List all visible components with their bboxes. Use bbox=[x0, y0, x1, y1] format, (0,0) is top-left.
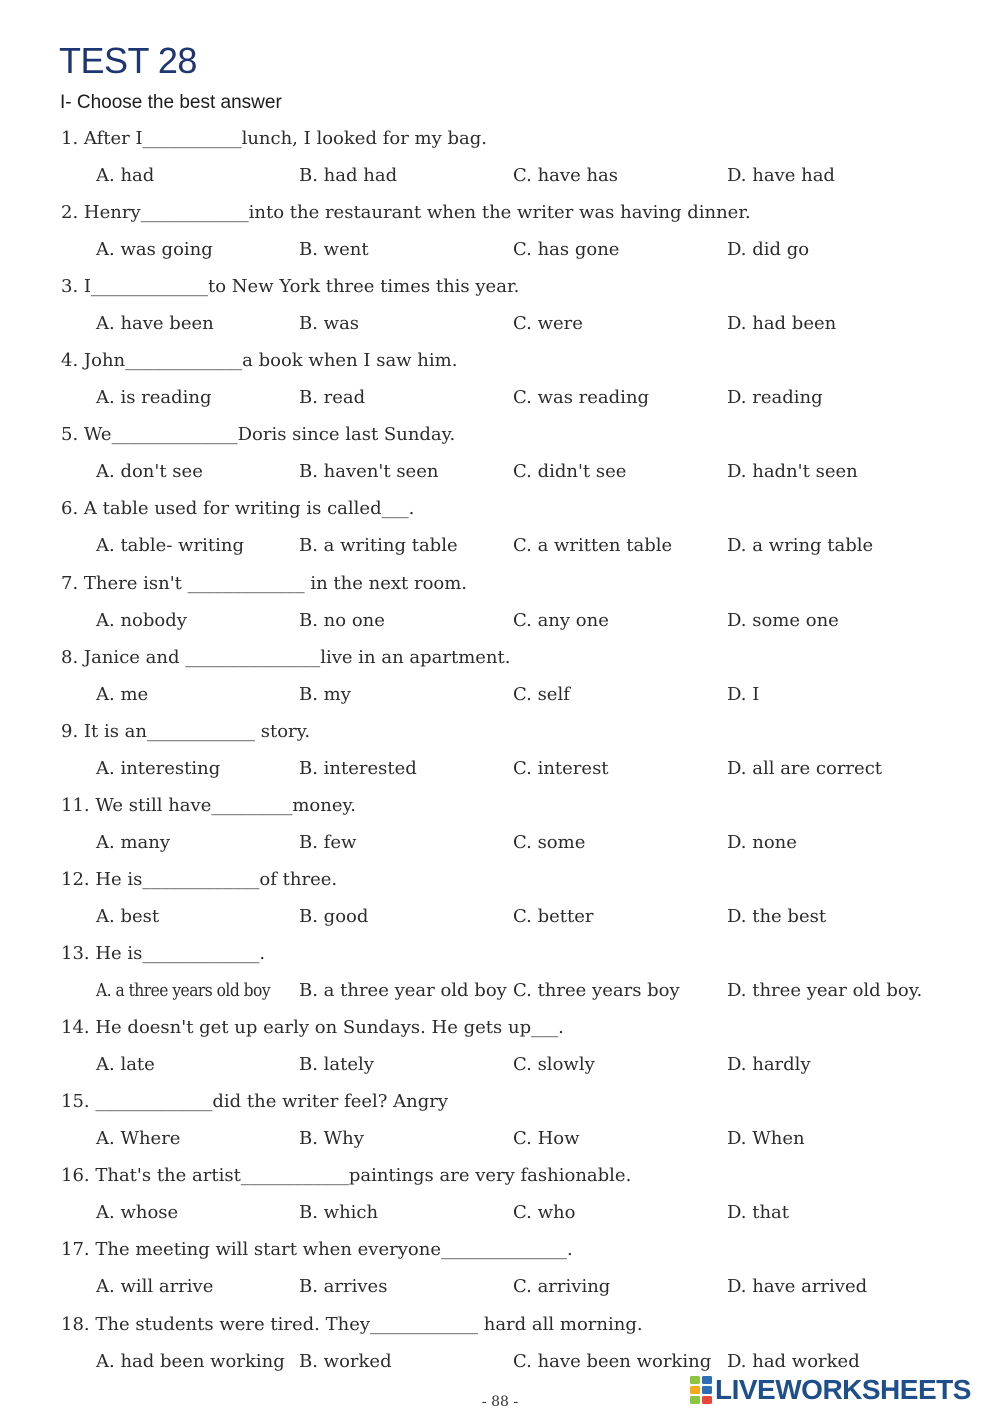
option-d[interactable]: D. all are correct bbox=[727, 757, 883, 779]
option-c[interactable]: C. a written table bbox=[513, 535, 673, 557]
question-stem: 18. The students were tired. They____________ hard all morning. bbox=[61, 1313, 643, 1335]
page-number: - 88 - bbox=[481, 1394, 519, 1410]
option-b[interactable]: B. no one bbox=[299, 609, 385, 631]
option-d[interactable]: D. hadn't seen bbox=[727, 461, 858, 483]
option-d[interactable]: D. did go bbox=[727, 239, 810, 261]
option-b[interactable]: B. lately bbox=[299, 1054, 374, 1076]
option-c[interactable]: C. were bbox=[513, 313, 583, 335]
option-b[interactable]: B. haven't seen bbox=[299, 461, 439, 483]
option-b[interactable]: B. read bbox=[299, 387, 366, 409]
option-b[interactable]: B. had had bbox=[299, 165, 398, 186]
liveworksheets-logo bbox=[690, 1374, 971, 1406]
question-stem: 7. There isn't _____________ in the next room. bbox=[61, 572, 468, 594]
option-b[interactable]: B. was bbox=[299, 313, 360, 335]
option-d[interactable]: D. had worked bbox=[727, 1350, 860, 1372]
option-d[interactable]: D. I bbox=[727, 683, 760, 705]
liveworksheets-logo-icon bbox=[690, 1376, 712, 1404]
option-d[interactable]: D. three year old boy. bbox=[727, 980, 923, 1002]
option-a[interactable]: A. don't see bbox=[96, 461, 203, 483]
question-stem: 15. _____________did the writer feel? Angry bbox=[61, 1091, 449, 1113]
option-c[interactable]: C. didn't see bbox=[513, 461, 627, 483]
option-d[interactable]: D. had been bbox=[727, 313, 837, 335]
option-c[interactable]: C. slowly bbox=[513, 1054, 595, 1076]
question-stem: 2. Henry____________into the restaurant when the writer was having dinner. bbox=[61, 202, 751, 224]
logo-cell-1 bbox=[690, 1376, 700, 1384]
option-c[interactable]: C. any one bbox=[513, 609, 609, 631]
option-c[interactable]: C. have has bbox=[513, 165, 619, 186]
option-c[interactable]: C. who bbox=[513, 1202, 576, 1224]
question-stem: 6. A table used for writing is called___. bbox=[61, 498, 415, 520]
option-a[interactable]: A. had been working bbox=[96, 1350, 285, 1372]
question-stem: 13. He is_____________. bbox=[61, 943, 266, 965]
question-stem: 9. It is an____________ story. bbox=[61, 720, 311, 742]
option-d[interactable]: D. have had bbox=[727, 165, 835, 186]
question-stem: 5. We______________Doris since last Sunday. bbox=[61, 424, 456, 446]
option-c[interactable]: C. three years boy bbox=[513, 980, 680, 1002]
option-b[interactable]: B. interested bbox=[299, 757, 417, 779]
option-d[interactable]: D. none bbox=[727, 831, 797, 853]
option-c[interactable]: C. arriving bbox=[513, 1276, 611, 1298]
option-a[interactable]: A. whose bbox=[96, 1202, 179, 1224]
option-d[interactable]: D. that bbox=[727, 1202, 790, 1224]
option-a[interactable]: A. interesting bbox=[96, 757, 221, 779]
question-stem: 11. We still have_________money. bbox=[61, 794, 357, 816]
option-d[interactable]: D. When bbox=[727, 1128, 805, 1150]
question-list bbox=[0, 124, 1000, 1384]
option-d[interactable]: D. the best bbox=[727, 905, 827, 927]
option-b[interactable]: B. my bbox=[299, 683, 351, 705]
option-d[interactable]: D. reading bbox=[727, 387, 823, 409]
option-b[interactable]: B. few bbox=[299, 831, 357, 853]
question-stem: 8. Janice and _______________live in an apartment. bbox=[61, 646, 511, 668]
question-18 bbox=[0, 1310, 1000, 1384]
question-stem: 12. He is_____________of three. bbox=[61, 868, 338, 890]
question-7 bbox=[0, 569, 1000, 643]
option-a[interactable]: A. many bbox=[96, 831, 171, 853]
question-14 bbox=[0, 1013, 1000, 1087]
question-stem: 14. He doesn't get up early on Sundays. He gets up___. bbox=[61, 1017, 564, 1039]
question-stem: 4. John_____________a book when I saw him. bbox=[61, 350, 458, 372]
question-1 bbox=[0, 124, 1000, 198]
option-c[interactable]: C. better bbox=[513, 905, 594, 927]
option-a[interactable]: A. best bbox=[96, 905, 160, 927]
question-12 bbox=[0, 865, 1000, 939]
option-d[interactable]: D. some one bbox=[727, 609, 839, 631]
option-c[interactable]: C. self bbox=[513, 683, 570, 705]
logo-cell-5 bbox=[690, 1396, 700, 1404]
option-b[interactable]: B. which bbox=[299, 1202, 379, 1224]
option-a[interactable] bbox=[96, 980, 298, 1002]
option-b[interactable]: B. a three year old boy bbox=[299, 980, 507, 1002]
question-stem: 3. I_____________to New York three times this year. bbox=[61, 276, 520, 298]
option-c[interactable]: C. some bbox=[513, 831, 586, 853]
question-9 bbox=[0, 717, 1000, 791]
question-3 bbox=[0, 272, 1000, 346]
option-c[interactable]: C. was reading bbox=[513, 387, 650, 409]
question-13 bbox=[0, 939, 1000, 1013]
liveworksheets-logo-text: LIVEWORKSHEETS bbox=[715, 1374, 971, 1405]
option-a[interactable]: A. had bbox=[96, 165, 155, 186]
option-c[interactable]: C. How bbox=[513, 1128, 580, 1150]
option-a[interactable]: A. nobody bbox=[96, 609, 187, 631]
option-b[interactable]: B. went bbox=[299, 239, 369, 261]
question-2 bbox=[0, 198, 1000, 272]
question-17 bbox=[0, 1235, 1000, 1309]
logo-cell-3 bbox=[690, 1386, 700, 1394]
option-a[interactable]: A. is reading bbox=[96, 387, 212, 409]
option-a[interactable]: A. Where bbox=[96, 1128, 181, 1150]
question-8 bbox=[0, 643, 1000, 717]
option-a[interactable]: A. was going bbox=[96, 239, 213, 261]
question-stem: 1. After I___________lunch, I looked for my bag. bbox=[61, 128, 487, 149]
option-c[interactable]: C. interest bbox=[513, 757, 609, 779]
option-b[interactable]: B. a writing table bbox=[299, 535, 458, 557]
question-stem: 17. The meeting will start when everyone______________. bbox=[61, 1239, 573, 1261]
option-c[interactable]: C. have been working bbox=[513, 1350, 712, 1372]
test-title: TEST 28 bbox=[59, 40, 197, 81]
logo-cell-2 bbox=[702, 1376, 712, 1384]
question-15 bbox=[0, 1087, 1000, 1161]
option-c[interactable]: C. has gone bbox=[513, 239, 620, 261]
option-a[interactable]: A. will arrive bbox=[96, 1276, 214, 1298]
option-b[interactable]: B. Why bbox=[299, 1128, 364, 1150]
question-stem: 16. That's the artist____________paintings are very fashionable. bbox=[61, 1165, 632, 1187]
question-16 bbox=[0, 1161, 1000, 1235]
option-b[interactable]: B. arrives bbox=[299, 1276, 388, 1298]
option-b[interactable]: B. worked bbox=[299, 1350, 392, 1372]
question-5 bbox=[0, 420, 1000, 494]
option-a-text: A. a three years old boy bbox=[96, 980, 271, 1002]
section-heading: I- Choose the best answer bbox=[60, 92, 282, 113]
logo-cell-4 bbox=[702, 1386, 712, 1394]
option-d[interactable]: D. have arrived bbox=[727, 1276, 868, 1298]
option-d[interactable]: D. a wring table bbox=[727, 535, 874, 557]
question-4 bbox=[0, 346, 1000, 420]
option-b[interactable]: B. good bbox=[299, 905, 369, 927]
option-a[interactable]: A. have been bbox=[96, 313, 214, 335]
question-11 bbox=[0, 791, 1000, 865]
option-d[interactable]: D. hardly bbox=[727, 1054, 811, 1076]
option-a[interactable]: A. table- writing bbox=[96, 535, 245, 557]
option-a[interactable]: A. late bbox=[96, 1054, 155, 1076]
logo-cell-6 bbox=[702, 1396, 712, 1404]
question-6 bbox=[0, 494, 1000, 568]
option-a[interactable]: A. me bbox=[96, 683, 149, 705]
